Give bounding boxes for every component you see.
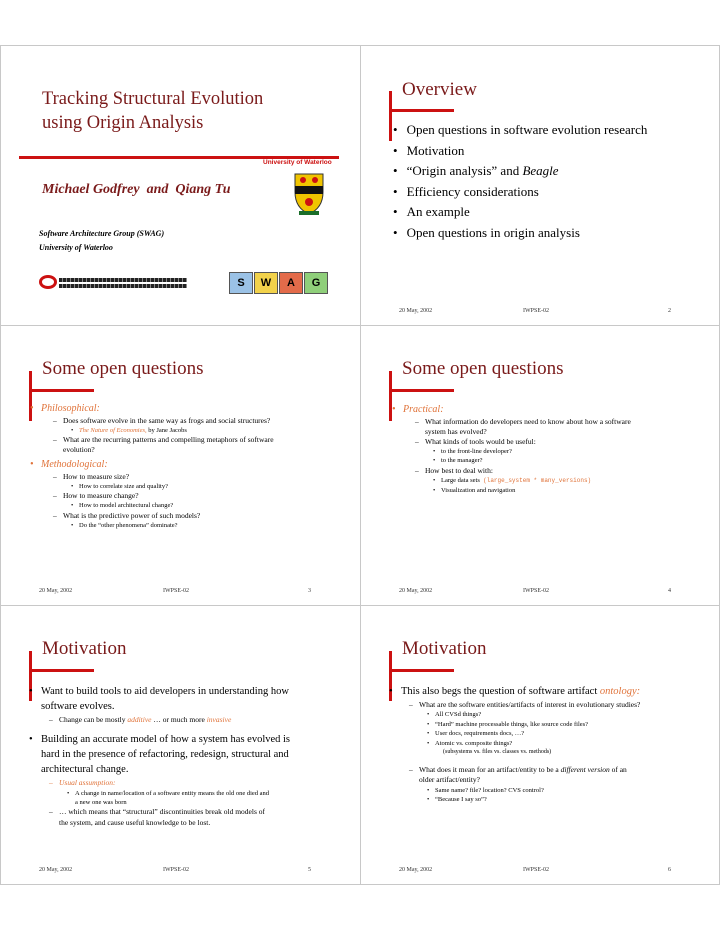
footer-conference: IWPSE-02 [163,588,189,594]
footer-date: 20 May, 2002 [39,588,73,594]
slide-title: Motivation [42,638,127,659]
list-item: • Open questions in origin analysis [393,225,647,246]
footer-conference: IWPSE-02 [523,867,549,873]
accent-rule [29,389,94,392]
sub-bullet: – What kinds of tools would be useful: [389,437,709,447]
slide-open-questions [0,325,361,606]
deck-title: Tracking Structural Evolution using Origin Analysis [42,89,264,134]
footer-date: 20 May, 2002 [399,588,433,594]
sub-sub-bullet: • Do the “other phenomena” dominate? [27,521,352,530]
page-number: 2 [668,308,671,314]
sub-sub-bullet: • “Hard” machine processable things, like source code files? [385,720,710,729]
list-item: • Motivation [393,143,647,164]
swag-block: S [229,272,253,294]
accent-rule [389,109,454,112]
slide-title: Some open questions [402,358,564,379]
footer-conference: IWPSE-02 [523,308,549,314]
slide-open-questions-practical [360,325,720,606]
slide-body [389,403,709,495]
bullet: • This also begs the question of software artifact ontology: [385,685,710,700]
slide-title: Some open questions [42,358,204,379]
accent-bar [389,91,392,141]
sub-sub-bullet: • User docs, requirements docs, …? [385,729,710,738]
accent-rule [389,669,454,672]
footer-conference: IWPSE-02 [523,588,549,594]
institute-logo [39,275,189,293]
page-number: 3 [308,588,311,594]
swag-block: W [254,272,278,294]
sub-bullet: – … which means that “structural” discontinuities break old models of the system, and cause useful knowledge to be lost. [25,807,350,828]
swag-logo [229,272,328,294]
page-number: 4 [668,588,671,594]
sub-bullet: – Does software evolve in the same way as frogs and social structures? [27,416,352,426]
sub-bullet: – What is the predictive power of such models? [27,511,352,521]
list-item: • “Origin analysis” and Beagle [393,163,647,184]
slide-body [27,402,352,530]
sub-bullet: – How to measure change? [27,491,352,501]
sub-bullet: – What does it mean for an artifact/entity to be a different version of an older artifact/entity? [385,765,710,786]
sub-sub-bullet: • Large data sets (large_system * many_versions) [389,476,709,486]
accent-rule [389,389,454,392]
page-number: 6 [668,867,671,873]
sub-sub-bullet: • A change in name/location of a software entity means the old one died and a new one was born [25,789,350,808]
slide-title: Motivation [402,638,487,659]
university-banner: University of Waterloo [263,159,332,166]
footer-date: 20 May, 2002 [399,308,433,314]
overview-list [393,122,647,245]
slide-overview [360,45,720,326]
slide-title [0,45,361,326]
sub-sub-bullet: • Visualization and navigation [389,486,709,495]
logo-text-line [59,278,187,282]
bullet: • Philosophical: [27,402,352,416]
sub-sub-bullet: • Atomic vs. composite things? [385,739,710,748]
swag-block: A [279,272,303,294]
slide-motivation-ontology [360,605,720,885]
slide-motivation [0,605,361,885]
bullet: • Methodological: [27,458,352,472]
logo-text-line [59,284,187,288]
crest-icon [291,170,327,216]
sub-sub-bullet: • Same name? file? location? CVS control? [385,786,710,795]
sub-bullet: – Usual assumption: [25,778,350,789]
sub-bullet: – Change can be mostly additive … or much more invasive [25,715,350,726]
sub-bullet: – How best to deal with: [389,466,709,476]
slide-body [25,685,350,828]
sub-sub-bullet: • to the manager? [389,456,709,465]
footer-date: 20 May, 2002 [399,867,433,873]
list-item: • An example [393,204,647,225]
university-name: University of Waterloo [39,243,113,252]
swag-block: G [304,272,328,294]
sub-bullet: – What are the software entities/artifacts of interest in evolutionary studies? [385,700,710,711]
sub-sub-bullet: • The Nature of Economies, by Jane Jacobs [27,426,352,435]
sub-sub-bullet: • How to correlate size and quality? [27,482,352,491]
slide-body [385,685,710,805]
bullet: • Practical: [389,403,709,417]
list-item: • Open questions in software evolution research [393,122,647,143]
logo-ring-icon [39,275,57,289]
slide-title: Overview [402,79,477,100]
bullet: • Building an accurate model of how a system has evolved is hard in the presence of refactoring, redesign, structural and architectural change. [25,733,350,778]
sub-bullet: – What are the recurring patterns and compelling metaphors of software evolution? [27,435,352,455]
bullet: • Want to build tools to aid developers in understanding how software evolves. [25,685,350,715]
sub-bullet: – What information do developers need to know about how a software system has evolved? [389,417,709,437]
footer-date: 20 May, 2002 [39,867,73,873]
authors: Michael Godfrey and Qiang Tu [42,182,231,197]
sub-sub-bullet: • How to model architectural change? [27,501,352,510]
sub-sub-bullet: (subsystems vs. files vs. classes vs. methods) [443,749,552,756]
sub-sub-bullet: • “Because I say so”? [385,795,710,804]
page-number: 5 [308,867,311,873]
sub-sub-bullet: • to the front-line developer? [389,447,709,456]
group-name: Software Architecture Group (SWAG) [39,229,165,238]
sub-sub-bullet: • All CVSd things? [385,710,710,719]
sub-bullet: – How to measure size? [27,472,352,482]
footer-conference: IWPSE-02 [163,867,189,873]
accent-rule [29,669,94,672]
list-item: • Efficiency considerations [393,184,647,205]
